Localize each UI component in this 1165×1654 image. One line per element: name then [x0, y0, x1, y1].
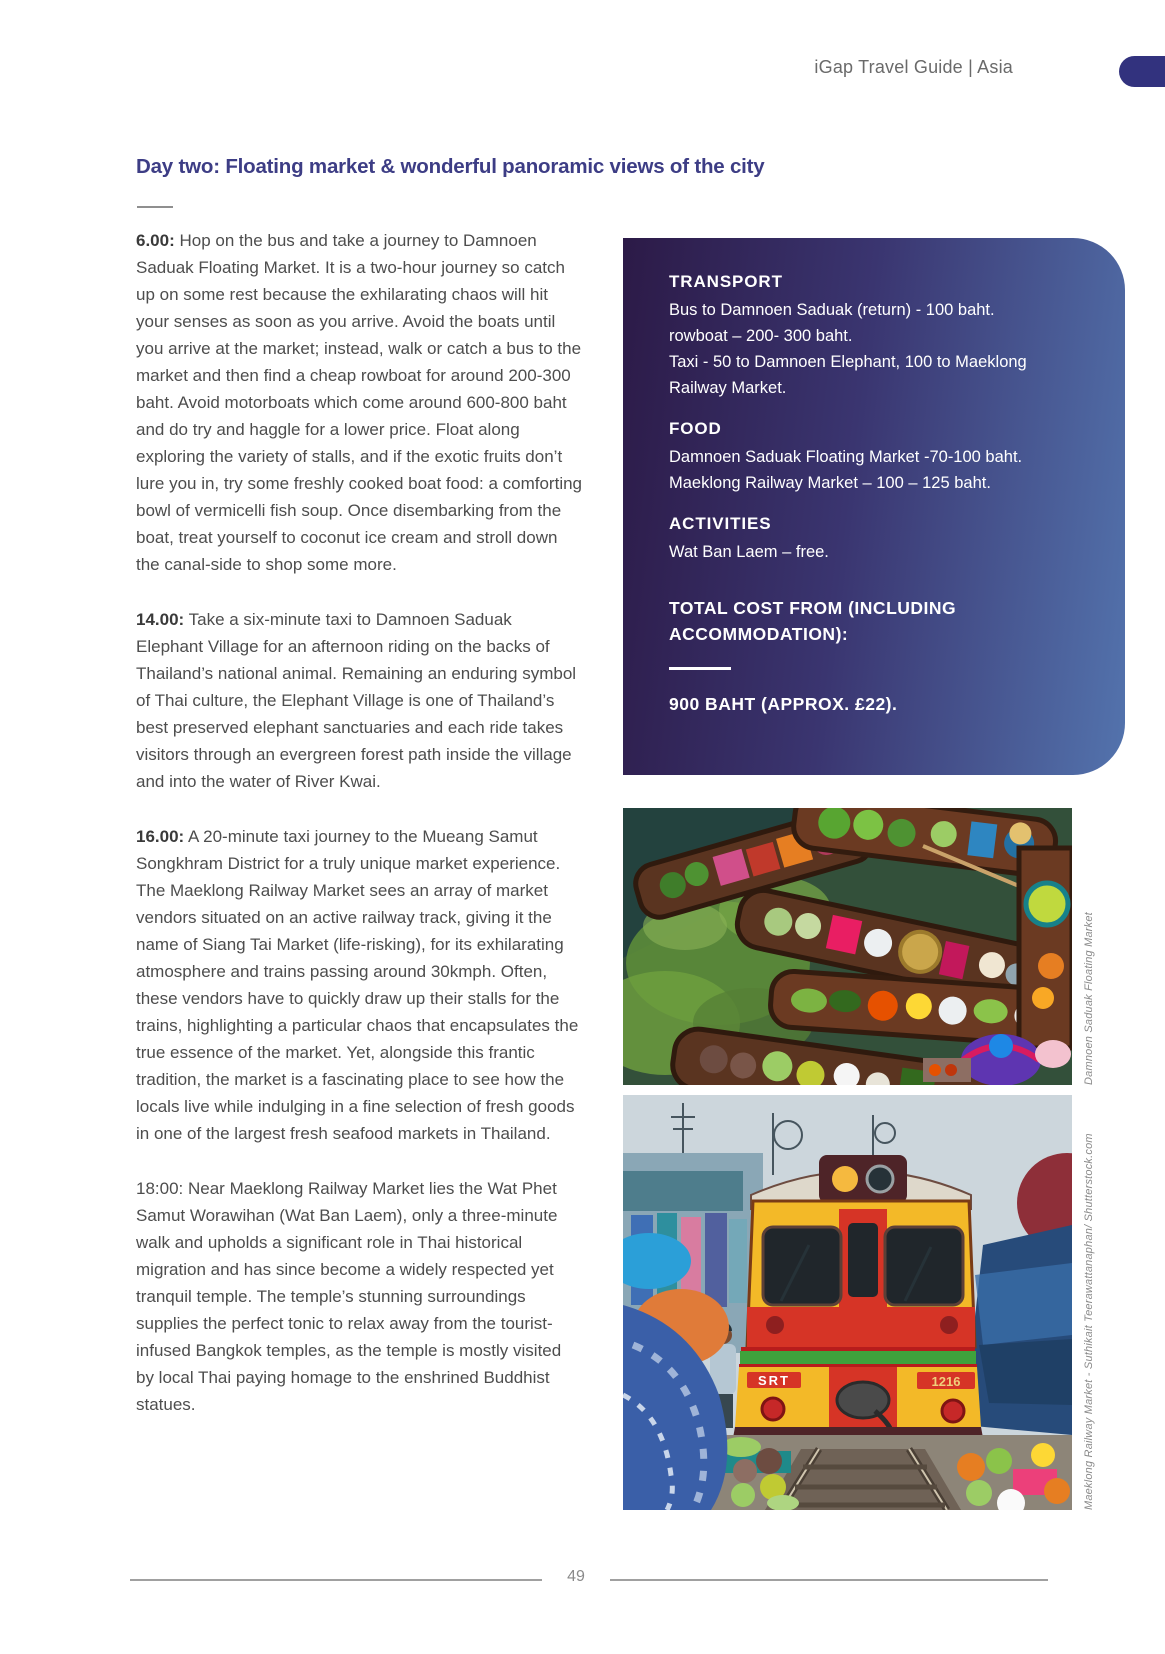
food-heading: FOOD	[669, 419, 722, 438]
transport-section	[669, 272, 1033, 401]
railway-market-illustration	[623, 1095, 1072, 1510]
time-label: 14.00:	[136, 610, 185, 629]
header-tab-shape	[1119, 56, 1165, 87]
food-line: Maeklong Railway Market – 100 – 125 baht.	[669, 474, 991, 492]
total-cost-rule	[669, 667, 731, 670]
footer-rule-right	[610, 1579, 1048, 1581]
photo-caption-railway-market: Maeklong Railway Market - Suthikait Teerawattanaphan/ Shutterstock.com	[1083, 1133, 1095, 1510]
time-label: 18:00:	[136, 1179, 184, 1198]
paragraph-1600	[136, 823, 583, 1147]
paragraph-0600	[136, 227, 583, 578]
paragraph-text: Near Maeklong Railway Market lies the Wat Phet Samut Worawihan (Wat Ban Laem), only a three-minute walk and upholds a significant role in Thai historical migration and has since become a widely respected yet tranquil temple. The temple’s stunning surroundings supplies the perfect tonic to relax away from the tourist-infused Bangkok temples, as the temple is mostly visited by local Thai paying homage to the enshrined Buddhist statues.	[136, 1179, 562, 1414]
total-cost-value: 900 BAHT (APPROX. £22).	[669, 694, 898, 714]
activities-heading: ACTIVITIES	[669, 514, 772, 533]
cost-info-box	[623, 238, 1125, 775]
train-front	[731, 1155, 985, 1449]
paragraph-1400	[136, 606, 583, 795]
food-section	[669, 419, 1033, 496]
paragraph-text: Hop on the bus and take a journey to Damnoen Saduak Floating Market. It is a two-hour journey so catch up on some rest because the exhilarating chaos will hit your senses as soon as you arrive. Avoid the boats until you arrive at the market; instead, walk or catch a bus to the market and then find a cheap rowboat for around 200-300 baht. Avoid motorboats which come around 600-800 baht and do try and haggle for a lower price. Float along exploring the variety of stalls, and if the exotic fruits don’t lure you in, try some freshly cooked boat food: a comforting bowl of vermicelli fish soup. Once disembarking from the boat, treat yourself to coconut ice cream and stroll down the canal-side to shop some more.	[136, 231, 583, 574]
floating-market-photo	[623, 808, 1072, 1085]
paragraph-1800	[136, 1175, 583, 1418]
boat-limes	[1019, 848, 1072, 1048]
activities-line: Wat Ban Laem – free.	[669, 543, 829, 561]
page-number: 49	[567, 1568, 585, 1585]
itinerary-text-column	[136, 227, 583, 1446]
transport-line: Bus to Damnoen Saduak (return) - 100 baht.	[669, 301, 995, 319]
floating-market-illustration	[623, 808, 1072, 1085]
paragraph-text: Take a six-minute taxi to Damnoen Saduak Elephant Village for an afternoon riding on the backs of Thailand’s national animal. Remaining an enduring symbol of Thai culture, the Elephant Village is one of Thailand’s best preserved elephant sanctuaries and each ride takes visitors through an evergreen forest path inside the village and into the water of River Kwai.	[136, 610, 577, 791]
paragraph-text: A 20-minute taxi journey to the Mueang Samut Songkhram District for a truly unique market experience. The Maeklong Railway Market sees an array of market vendors situated on an active railway track, giving it the name of Siang Tai Market (life-risking), for its exhilarating atmosphere and trains passing around 30kmph. Often, these vendors have to quickly draw up their stalls for the trains, highlighting a particular chaos that encapsulates the true essence of the market. Yet, alongside this frantic tradition, the market is a fascinating place to see how the locals live while indulging in a fine selection of fresh goods in one of the largest fresh seafood markets in Thailand.	[136, 827, 579, 1143]
activities-section	[669, 514, 1033, 565]
title-rule	[137, 206, 173, 208]
footer-rule-left	[130, 1579, 542, 1581]
transport-heading: TRANSPORT	[669, 272, 783, 291]
total-cost-heading: TOTAL COST FROM (INCLUDING ACCOMMODATION):	[669, 598, 957, 644]
transport-line: rowboat – 200- 300 baht.	[669, 327, 853, 345]
transport-line: Taxi - 50 to Damnoen Elephant, 100 to Maeklong Railway Market.	[669, 353, 1027, 397]
page-title: Day two: Floating market & wonderful panoramic views of the city	[136, 155, 765, 178]
train-number-text: 1216	[931, 1374, 961, 1389]
food-line: Damnoen Saduak Floating Market -70-100 baht.	[669, 448, 1023, 466]
header-title: iGap Travel Guide | Asia	[814, 57, 1013, 77]
photo-caption-floating-market: Damnoen Saduak Floating Market	[1083, 912, 1095, 1085]
railway-market-photo	[623, 1095, 1072, 1510]
time-label: 16.00:	[136, 827, 185, 846]
train-logo-text: SRT	[758, 1373, 790, 1388]
time-label: 6.00:	[136, 231, 175, 250]
